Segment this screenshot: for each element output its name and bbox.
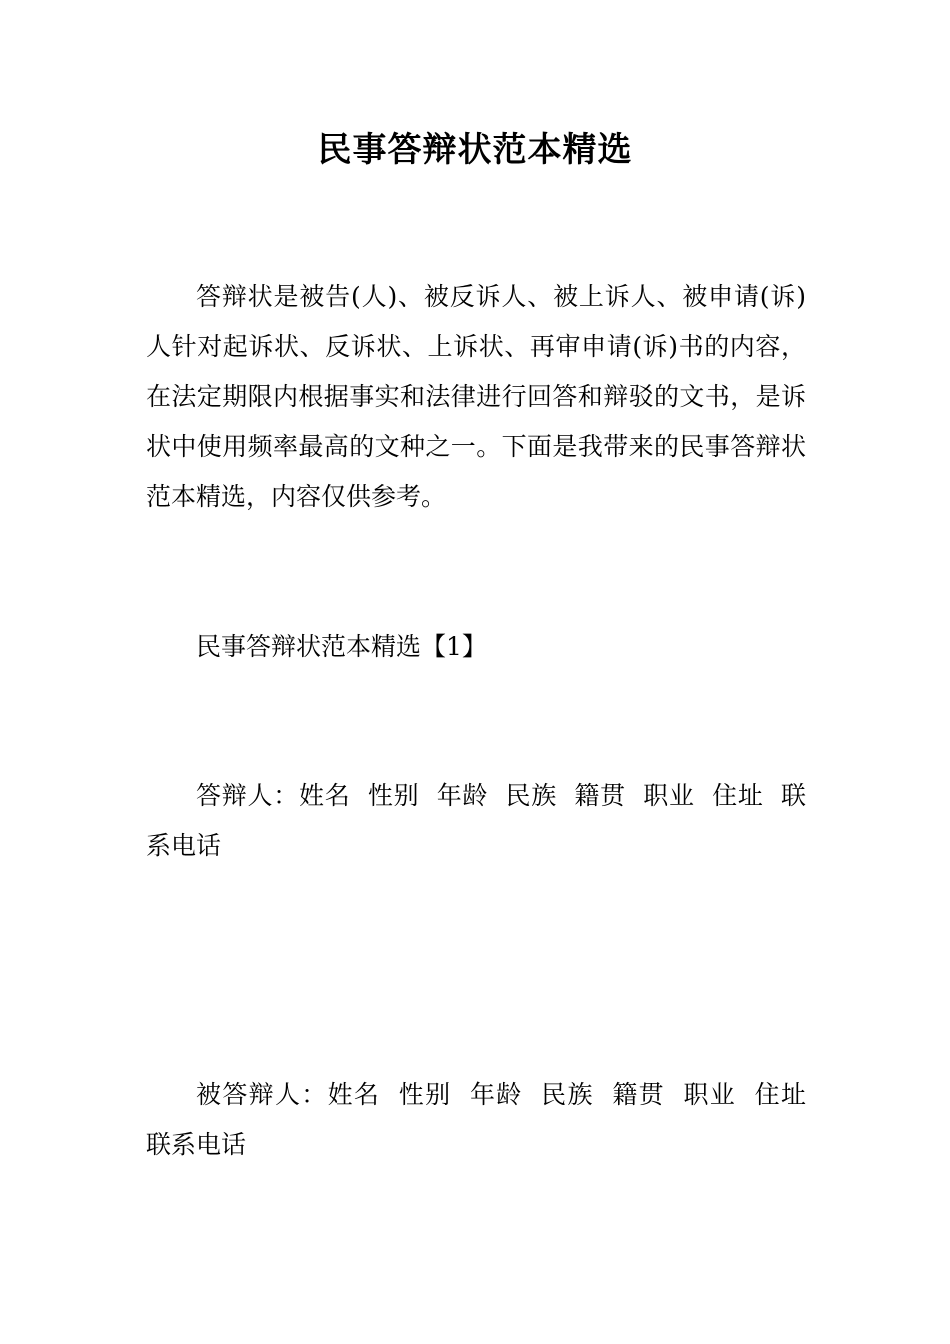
appellee-info-line: 被答辩人：姓名 性别 年龄 民族 籍贯 职业 住址 联系电话 bbox=[146, 1080, 822, 1159]
section-heading: 民事答辩状范本精选【1】 bbox=[196, 632, 487, 661]
intro-paragraph: 答辩状是被告(人)、被反诉人、被上诉人、被申请(诉)人针对起诉状、反诉状、上诉状、再审申请(诉)书的内容，在法定期限内根据事实和法律进行回答和辩驳的文书，是诉状中使用频率最高的文种之一。下面是我带来的民事答辩状范本精选，内容仅供参考。 bbox=[146, 282, 806, 511]
respondent-info-line: 答辩人：姓名 性别 年龄 民族 籍贯 职业 住址 联系电话 bbox=[146, 781, 806, 860]
document-title: 民事答辩状范本精选 bbox=[317, 130, 633, 170]
